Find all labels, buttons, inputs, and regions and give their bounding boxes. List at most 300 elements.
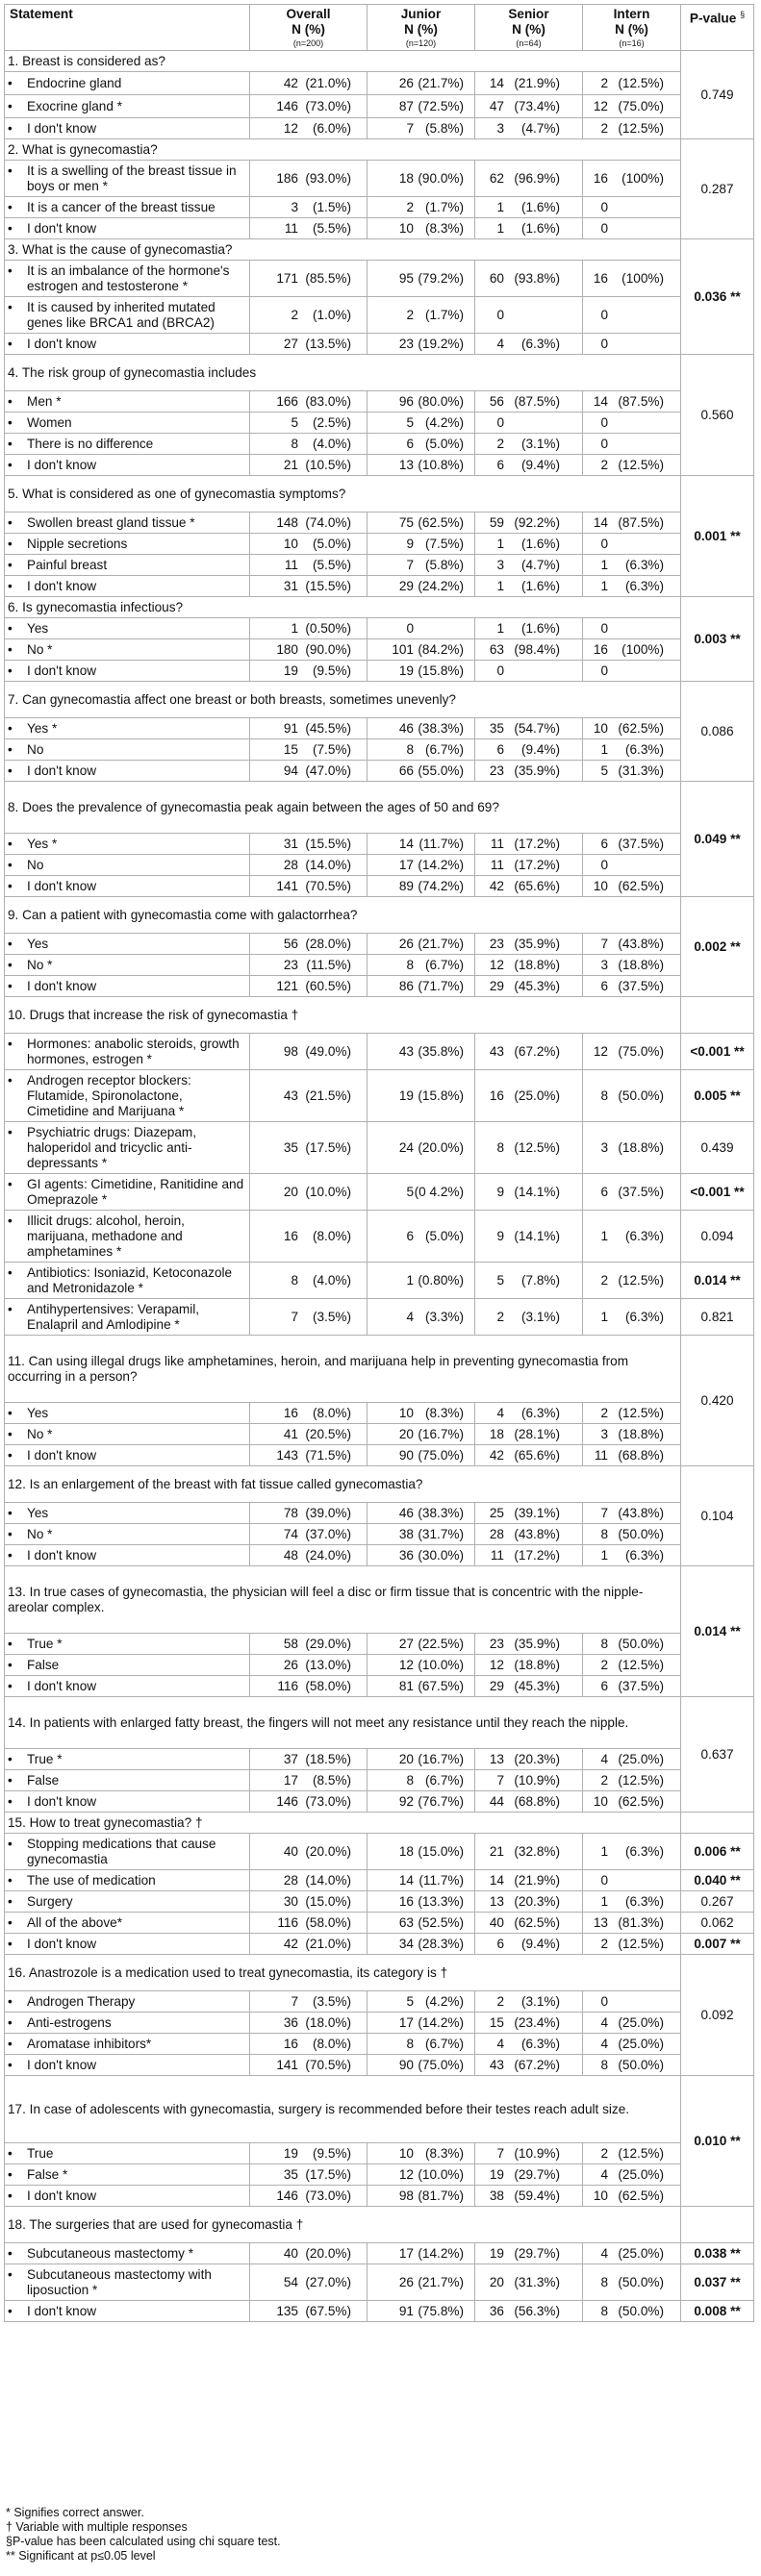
overall-count-cell bbox=[250, 1403, 368, 1424]
header-row bbox=[5, 5, 754, 51]
answer-option-content bbox=[8, 76, 244, 91]
intern-count-cell bbox=[583, 1770, 681, 1791]
intern-value bbox=[587, 1506, 676, 1521]
senior-n: 11 bbox=[490, 857, 504, 872]
junior-percent: (24.2%) bbox=[418, 578, 464, 593]
overall-n: 16 bbox=[283, 2036, 298, 2051]
answer-option bbox=[5, 72, 250, 95]
intern-value bbox=[587, 99, 676, 114]
senior-n: 7 bbox=[496, 1772, 504, 1788]
senior-count-cell bbox=[475, 1834, 583, 1870]
intern-value bbox=[587, 1229, 676, 1244]
answer-text: No * bbox=[27, 641, 53, 657]
junior-n: 17 bbox=[398, 2245, 414, 2261]
intern-count-cell bbox=[583, 2301, 681, 2322]
answer-row bbox=[5, 1524, 754, 1545]
intern-value bbox=[587, 1448, 676, 1463]
intern-value bbox=[587, 2275, 676, 2290]
answer-option bbox=[5, 834, 250, 855]
junior-percent: (11.7%) bbox=[419, 1872, 464, 1888]
answer-option-content bbox=[8, 1773, 244, 1788]
senior-n: 29 bbox=[489, 978, 504, 993]
intern-count-cell bbox=[583, 1034, 681, 1070]
intern-n: 2 bbox=[600, 2145, 608, 2161]
junior-count-cell bbox=[368, 718, 475, 739]
overall-percent: (9.5%) bbox=[312, 2145, 351, 2161]
intern-count-cell bbox=[583, 1122, 681, 1174]
intern-n: 8 bbox=[600, 1526, 608, 1541]
overall-value bbox=[254, 271, 363, 287]
overall-count-cell bbox=[250, 1913, 368, 1934]
answer-option bbox=[5, 334, 250, 355]
junior-percent: (19.2%) bbox=[418, 336, 464, 351]
intern-count-cell bbox=[583, 1791, 681, 1813]
junior-n: 75 bbox=[398, 514, 414, 530]
answer-row bbox=[5, 876, 754, 897]
answer-row bbox=[5, 955, 754, 976]
answer-row bbox=[5, 455, 754, 476]
overall-n: 7 bbox=[291, 1993, 298, 2009]
overall-count-cell bbox=[250, 297, 368, 334]
footnote: ** Significant at p≤0.05 level bbox=[6, 2549, 156, 2563]
senior-percent: (1.6%) bbox=[520, 536, 560, 551]
question-row bbox=[5, 782, 754, 834]
senior-value bbox=[479, 1873, 578, 1888]
overall-value bbox=[254, 858, 363, 873]
answer-option-content bbox=[8, 1037, 244, 1067]
overall-count-cell bbox=[250, 1991, 368, 2013]
answer-option bbox=[5, 555, 250, 576]
bullet-icon: • bbox=[8, 393, 13, 409]
bullet-icon: • bbox=[8, 2036, 13, 2051]
senior-percent: (25.0%) bbox=[514, 1088, 560, 1103]
junior-percent: (22.5%) bbox=[418, 1636, 464, 1651]
junior-percent: (6.7%) bbox=[424, 741, 464, 757]
junior-n: 36 bbox=[398, 1547, 414, 1563]
junior-percent: (8.3%) bbox=[424, 220, 464, 236]
answer-row bbox=[5, 834, 754, 855]
junior-count-cell bbox=[368, 72, 475, 95]
intern-percent: (12.5%) bbox=[618, 1772, 664, 1788]
answer-option bbox=[5, 1524, 250, 1545]
overall-count-cell bbox=[250, 1070, 368, 1122]
intern-percent: (75.0%) bbox=[618, 98, 664, 113]
junior-value bbox=[371, 2058, 470, 2073]
answer-text: The use of medication bbox=[27, 1872, 156, 1888]
overall-n: 17 bbox=[283, 1772, 298, 1788]
overall-n: 74 bbox=[283, 1526, 298, 1541]
senior-value bbox=[479, 1427, 578, 1442]
overall-value bbox=[254, 1044, 363, 1060]
intern-value bbox=[587, 415, 676, 431]
intern-value bbox=[587, 1658, 676, 1673]
senior-value bbox=[479, 937, 578, 952]
senior-percent: (39.1%) bbox=[514, 1505, 560, 1520]
answer-row bbox=[5, 2186, 754, 2207]
intern-count-cell bbox=[583, 1524, 681, 1545]
senior-value bbox=[479, 2058, 578, 2073]
footnote: §P-value has been calculated using chi square test. bbox=[6, 2535, 281, 2548]
intern-value bbox=[587, 537, 676, 552]
senior-percent: (3.1%) bbox=[520, 1993, 560, 2009]
answer-row bbox=[5, 1891, 754, 1913]
answer-row bbox=[5, 2013, 754, 2034]
p-value: 0.037 ** bbox=[681, 2264, 754, 2301]
survey-results-table bbox=[4, 4, 754, 2322]
overall-value bbox=[254, 337, 363, 352]
senior-percent: (59.4%) bbox=[514, 2188, 560, 2203]
senior-count-cell bbox=[475, 555, 583, 576]
senior-count-cell bbox=[475, 1263, 583, 1299]
junior-count-cell bbox=[368, 1655, 475, 1676]
senior-value bbox=[479, 99, 578, 114]
intern-percent: (25.0%) bbox=[618, 2245, 664, 2261]
overall-value bbox=[254, 1448, 363, 1463]
junior-value bbox=[371, 121, 470, 137]
senior-n: 1 bbox=[496, 199, 504, 214]
junior-value bbox=[371, 1915, 470, 1931]
junior-percent: (38.3%) bbox=[418, 720, 464, 736]
answer-row bbox=[5, 1299, 754, 1336]
senior-percent: (10.9%) bbox=[514, 2145, 560, 2161]
senior-value bbox=[479, 2146, 578, 2162]
answer-option-content bbox=[8, 1794, 244, 1810]
overall-n: 141 bbox=[276, 2057, 298, 2072]
overall-percent: (8.0%) bbox=[312, 2036, 351, 2051]
intern-n: 8 bbox=[600, 2274, 608, 2289]
bullet-icon: • bbox=[8, 414, 13, 430]
intern-percent: (6.3%) bbox=[624, 557, 664, 572]
answer-row bbox=[5, 118, 754, 139]
senior-n: 47 bbox=[489, 98, 504, 113]
intern-value bbox=[587, 515, 676, 531]
intern-n: 1 bbox=[600, 1843, 608, 1859]
junior-value bbox=[371, 76, 470, 91]
answer-text: False bbox=[27, 1657, 60, 1672]
intern-count-cell bbox=[583, 1263, 681, 1299]
answer-option bbox=[5, 855, 250, 876]
overall-n: 91 bbox=[283, 720, 298, 736]
junior-n: 29 bbox=[398, 578, 414, 593]
intern-count-cell bbox=[583, 534, 681, 555]
senior-n: 18 bbox=[489, 1426, 504, 1441]
junior-n: 19 bbox=[398, 1088, 414, 1103]
overall-n: 58 bbox=[283, 1636, 298, 1651]
overall-percent: (60.5%) bbox=[305, 978, 351, 993]
bullet-icon: • bbox=[8, 720, 13, 736]
intern-count-cell bbox=[583, 513, 681, 534]
senior-n: 4 bbox=[496, 2036, 504, 2051]
bullet-icon: • bbox=[8, 1213, 13, 1228]
header-overall bbox=[250, 5, 368, 51]
intern-n: 8 bbox=[600, 1636, 608, 1651]
question-row bbox=[5, 139, 754, 161]
answer-option-content bbox=[8, 99, 244, 114]
senior-percent: (93.8%) bbox=[514, 270, 560, 286]
answer-option-content bbox=[8, 621, 244, 637]
answer-option bbox=[5, 2264, 250, 2301]
answer-text: I don't know bbox=[27, 978, 97, 993]
intern-value bbox=[587, 394, 676, 410]
answer-row bbox=[5, 1870, 754, 1891]
junior-value bbox=[371, 394, 470, 410]
question-row bbox=[5, 1336, 754, 1403]
junior-n: 66 bbox=[398, 763, 414, 778]
answer-option bbox=[5, 576, 250, 597]
bullet-icon: • bbox=[8, 2266, 13, 2282]
bullet-icon: • bbox=[8, 857, 13, 872]
bullet-icon: • bbox=[8, 763, 13, 778]
overall-n: 28 bbox=[283, 1872, 298, 1888]
intern-percent: (50.0%) bbox=[618, 2303, 664, 2318]
senior-count-cell bbox=[475, 197, 583, 218]
junior-value bbox=[371, 1773, 470, 1788]
intern-count-cell bbox=[583, 218, 681, 239]
junior-count-cell bbox=[368, 576, 475, 597]
senior-count-cell bbox=[475, 2143, 583, 2164]
junior-n: 0 bbox=[406, 620, 414, 636]
answer-row bbox=[5, 761, 754, 782]
senior-value bbox=[479, 1894, 578, 1910]
intern-count-cell bbox=[583, 1870, 681, 1891]
header-senior bbox=[475, 5, 583, 51]
junior-n: 17 bbox=[398, 2014, 414, 2030]
question-row bbox=[5, 2207, 754, 2243]
overall-percent: (73.0%) bbox=[305, 2188, 351, 2203]
senior-n: 15 bbox=[489, 2014, 504, 2030]
junior-count-cell bbox=[368, 218, 475, 239]
intern-value bbox=[587, 2246, 676, 2262]
overall-n: 146 bbox=[276, 2188, 298, 2203]
overall-value bbox=[254, 1185, 363, 1200]
senior-count-cell bbox=[475, 1070, 583, 1122]
overall-percent: (10.5%) bbox=[305, 457, 351, 472]
junior-percent: (8.3%) bbox=[424, 1405, 464, 1420]
answer-option bbox=[5, 1870, 250, 1891]
overall-n: 56 bbox=[283, 936, 298, 951]
overall-value bbox=[254, 763, 363, 779]
intern-n: 5 bbox=[600, 763, 608, 778]
senior-percent: (3.1%) bbox=[520, 1309, 560, 1324]
junior-count-cell bbox=[368, 876, 475, 897]
bullet-icon: • bbox=[8, 741, 13, 757]
junior-count-cell bbox=[368, 297, 475, 334]
junior-n: 27 bbox=[398, 1636, 414, 1651]
overall-n: 3 bbox=[291, 199, 298, 214]
overall-percent: (13.5%) bbox=[305, 336, 351, 351]
junior-n: 46 bbox=[398, 720, 414, 736]
overall-count-cell bbox=[250, 161, 368, 197]
overall-percent: (8.5%) bbox=[312, 1772, 351, 1788]
senior-count-cell bbox=[475, 1122, 583, 1174]
overall-value bbox=[254, 1773, 363, 1788]
intern-n: 4 bbox=[600, 2166, 608, 2182]
answer-option bbox=[5, 434, 250, 455]
junior-n: 86 bbox=[398, 978, 414, 993]
junior-percent: (21.7%) bbox=[418, 936, 464, 951]
intern-n: 1 bbox=[600, 578, 608, 593]
senior-percent: (14.1%) bbox=[514, 1228, 560, 1243]
senior-percent: (4.7%) bbox=[520, 557, 560, 572]
intern-count-cell bbox=[583, 261, 681, 297]
answer-row bbox=[5, 1445, 754, 1466]
question-text: 6. Is gynecomastia infectious? bbox=[5, 597, 681, 618]
junior-n: 5 bbox=[406, 414, 414, 430]
senior-percent: (7.8%) bbox=[520, 1272, 560, 1288]
senior-n: 0 bbox=[496, 307, 504, 322]
bullet-icon: • bbox=[8, 299, 13, 314]
intern-percent: (6.3%) bbox=[624, 578, 664, 593]
senior-count-cell bbox=[475, 1034, 583, 1070]
overall-value bbox=[254, 579, 363, 594]
p-value: 0.637 bbox=[681, 1697, 754, 1813]
junior-n: 91 bbox=[398, 2303, 414, 2318]
overall-percent: (17.5%) bbox=[305, 1139, 351, 1155]
answer-row bbox=[5, 739, 754, 761]
answer-option bbox=[5, 934, 250, 955]
overall-value bbox=[254, 879, 363, 894]
answer-option bbox=[5, 1791, 250, 1813]
senior-count-cell bbox=[475, 1503, 583, 1524]
p-value: 0.001 ** bbox=[681, 476, 754, 597]
overall-count-cell bbox=[250, 1503, 368, 1524]
answer-option-content bbox=[8, 742, 244, 758]
answer-option bbox=[5, 2055, 250, 2076]
overall-count-cell bbox=[250, 391, 368, 413]
overall-n: 16 bbox=[283, 1405, 298, 1420]
answer-option bbox=[5, 739, 250, 761]
answer-row bbox=[5, 434, 754, 455]
answer-option bbox=[5, 197, 250, 218]
junior-value bbox=[371, 1427, 470, 1442]
senior-value bbox=[479, 1229, 578, 1244]
senior-percent: (1.6%) bbox=[520, 199, 560, 214]
intern-count-cell bbox=[583, 1424, 681, 1445]
answer-row bbox=[5, 1934, 754, 1955]
footnotes bbox=[6, 2506, 281, 2563]
answer-option bbox=[5, 1676, 250, 1697]
overall-count-cell bbox=[250, 718, 368, 739]
intern-n: 10 bbox=[593, 2188, 608, 2203]
senior-n: 16 bbox=[489, 1088, 504, 1103]
senior-n: 13 bbox=[489, 1751, 504, 1766]
intern-count-cell bbox=[583, 434, 681, 455]
senior-value bbox=[479, 1310, 578, 1325]
overall-n: 166 bbox=[276, 393, 298, 409]
intern-count-cell bbox=[583, 1070, 681, 1122]
junior-value bbox=[371, 2304, 470, 2319]
answer-option bbox=[5, 1770, 250, 1791]
overall-count-cell bbox=[250, 1834, 368, 1870]
senior-count-cell bbox=[475, 2034, 583, 2055]
intern-value bbox=[587, 1752, 676, 1767]
intern-value bbox=[587, 2188, 676, 2204]
answer-option bbox=[5, 718, 250, 739]
answer-option bbox=[5, 261, 250, 297]
header-senior-n: N (%) bbox=[512, 22, 545, 37]
answer-text: I don't know bbox=[27, 1547, 97, 1563]
junior-count-cell bbox=[368, 1122, 475, 1174]
junior-count-cell bbox=[368, 1424, 475, 1445]
bullet-icon: • bbox=[8, 2188, 13, 2203]
senior-count-cell bbox=[475, 434, 583, 455]
senior-n: 8 bbox=[496, 1139, 504, 1155]
p-value: 0.014 ** bbox=[681, 1566, 754, 1697]
answer-text: True * bbox=[27, 1636, 63, 1651]
overall-percent: (58.0%) bbox=[305, 1678, 351, 1693]
answer-option-content bbox=[8, 1177, 244, 1208]
overall-percent: (15.5%) bbox=[305, 836, 351, 851]
senior-percent: (1.6%) bbox=[520, 620, 560, 636]
overall-n: 171 bbox=[276, 270, 298, 286]
overall-percent: (49.0%) bbox=[305, 1043, 351, 1059]
senior-percent: (43.8%) bbox=[514, 1526, 560, 1541]
header-junior-n: N (%) bbox=[404, 22, 438, 37]
answer-text: I don't know bbox=[27, 878, 97, 893]
answer-option bbox=[5, 1122, 250, 1174]
senior-n: 19 bbox=[489, 2245, 504, 2261]
bullet-icon: • bbox=[8, 578, 13, 593]
intern-value bbox=[587, 171, 676, 187]
intern-n: 4 bbox=[600, 2245, 608, 2261]
junior-value bbox=[371, 858, 470, 873]
senior-percent: (17.2%) bbox=[514, 836, 560, 851]
answer-text: I don't know bbox=[27, 2303, 97, 2318]
intern-n: 10 bbox=[593, 878, 608, 893]
intern-value bbox=[587, 1994, 676, 2010]
intern-n: 16 bbox=[593, 641, 608, 657]
intern-value bbox=[587, 121, 676, 137]
senior-percent: (32.8%) bbox=[514, 1843, 560, 1859]
junior-n: 101 bbox=[392, 641, 414, 657]
junior-percent: (67.5%) bbox=[418, 1678, 464, 1693]
junior-count-cell bbox=[368, 413, 475, 434]
senior-percent: (6.3%) bbox=[520, 2036, 560, 2051]
junior-percent: (6.7%) bbox=[424, 2036, 464, 2051]
overall-n: 141 bbox=[276, 878, 298, 893]
senior-value bbox=[479, 337, 578, 352]
senior-value bbox=[479, 515, 578, 531]
junior-percent: (71.7%) bbox=[418, 978, 464, 993]
bullet-icon: • bbox=[8, 1301, 13, 1316]
overall-value bbox=[254, 1873, 363, 1888]
overall-value bbox=[254, 200, 363, 215]
overall-percent: (11.5%) bbox=[306, 957, 351, 972]
overall-count-cell bbox=[250, 555, 368, 576]
senior-n: 1 bbox=[496, 620, 504, 636]
answer-option-content bbox=[8, 1752, 244, 1767]
overall-value bbox=[254, 663, 363, 679]
answer-text: Yes bbox=[27, 936, 49, 951]
senior-count-cell bbox=[475, 1891, 583, 1913]
overall-percent: (15.5%) bbox=[305, 578, 351, 593]
overall-n: 5 bbox=[291, 414, 298, 430]
junior-value bbox=[371, 621, 470, 637]
senior-percent: (10.9%) bbox=[514, 1772, 560, 1788]
answer-text: I don't know bbox=[27, 763, 97, 778]
senior-value bbox=[479, 879, 578, 894]
intern-count-cell bbox=[583, 334, 681, 355]
intern-percent: (31.3%) bbox=[618, 763, 664, 778]
junior-n: 13 bbox=[398, 457, 414, 472]
overall-percent: (39.0%) bbox=[305, 1505, 351, 1520]
answer-option-content bbox=[8, 2146, 244, 2162]
intern-percent bbox=[608, 337, 664, 352]
junior-count-cell bbox=[368, 1749, 475, 1770]
overall-percent: (90.0%) bbox=[305, 641, 351, 657]
answer-option-content bbox=[8, 2037, 244, 2052]
overall-count-cell bbox=[250, 1770, 368, 1791]
